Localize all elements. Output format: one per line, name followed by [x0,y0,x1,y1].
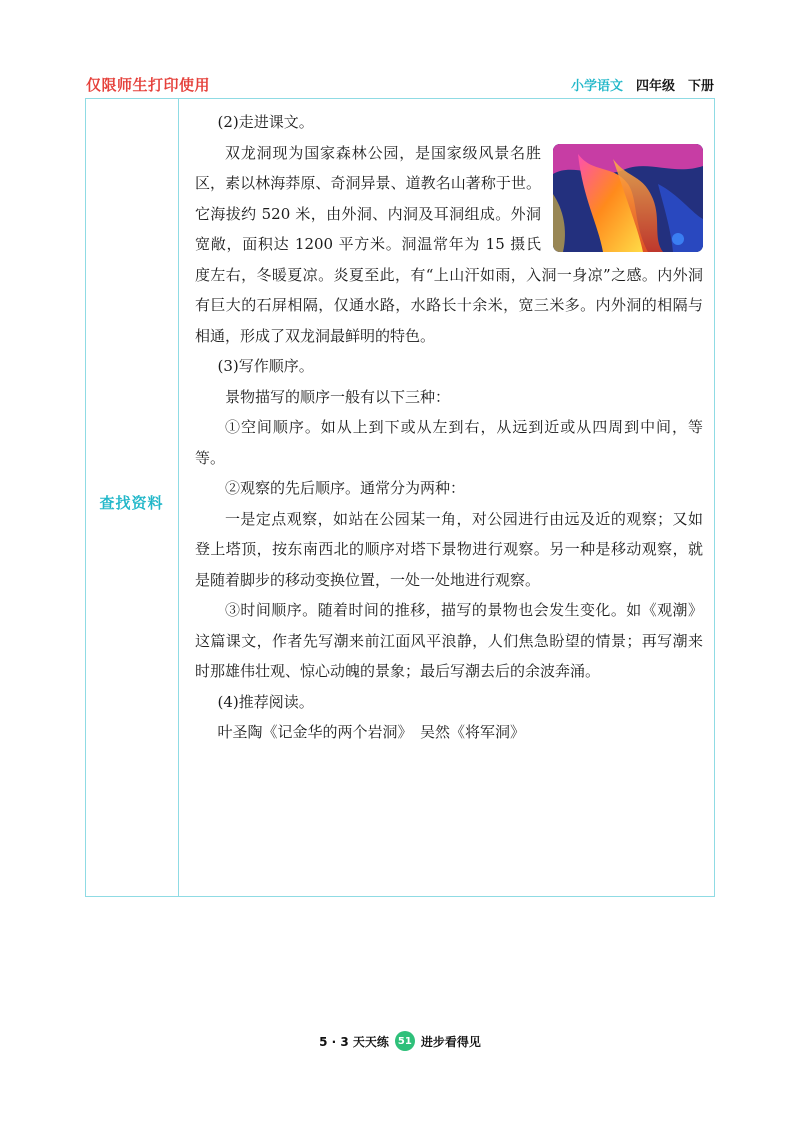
footer-brand: 5 · 3 天天练 [319,1034,389,1049]
grade-label: 四年级 [635,79,675,94]
recommended-books: 叶圣陶《记金华的两个岩洞》 吴然《将军洞》 [217,723,526,741]
print-notice: 仅限师生打印使用 [86,76,211,94]
content-box [85,98,715,897]
section-sidebar [86,99,179,896]
subject-label: 小学语文 [570,79,623,94]
section-3-intro: 景物描写的顺序一般有以下三种： [225,387,451,406]
sidebar-label: 查找资料 [99,494,164,512]
section-3-item-2-detail: 一是定点观察，如站在公园某一角，对公园进行由远及近的观察；又如登上塔顶，按东南西北的顺序对塔下景物进行观察。另一种是移动观察，就是随着脚步的移动变换位置，一处一处地进行观察。 [195,509,703,589]
section-2-body: 双龙洞现为国家森林公园，是国家级风景名胜区，素以林海莽原、奇洞异景、道教名山著称于世。它海拔约 520 米，由外洞、内洞及耳洞组成。外洞宽敞，面积达 1200 平方米。洞温常年为 15 摄氏度左右，冬暖夏凉。炎夏至此，有“上山汗如雨，入洞一身凉”之感。内外洞有巨大的石屏相隔，仅通水路，水路长十余米，宽三米多。内外洞的相隔与相通，形成了双龙洞最鲜明的特色。 [195,143,703,345]
section-3-item-2: ②观察的先后顺序。通常分为两种： [225,479,466,497]
section-3-item-3: ③时间顺序。随着时间的推移，描写的景物也会发生变化。如《观潮》这篇课文，作者先写潮来前江面风平浪静，人们焦急盼望的情景；再写潮来时那雄伟壮观、惊心动魄的景象；最后写潮去后的余波奔涌。 [195,601,703,680]
section-2-heading: (2)走进课文。 [217,113,314,131]
page-number: 51 [395,1031,415,1051]
section-3-heading: (3)写作顺序。 [217,357,314,375]
book-info [571,75,714,94]
main-content [195,107,703,748]
term-label: 下册 [687,79,714,94]
cave-photo [553,144,703,252]
section-3-item-1: ①空间顺序。如从上到下或从左到右，从远到近或从四周到中间，等等。 [195,418,703,467]
page-footer [0,1031,800,1051]
section-4-heading: (4)推荐阅读。 [217,692,314,711]
footer-slogan: 进步看得见 [420,1034,481,1049]
